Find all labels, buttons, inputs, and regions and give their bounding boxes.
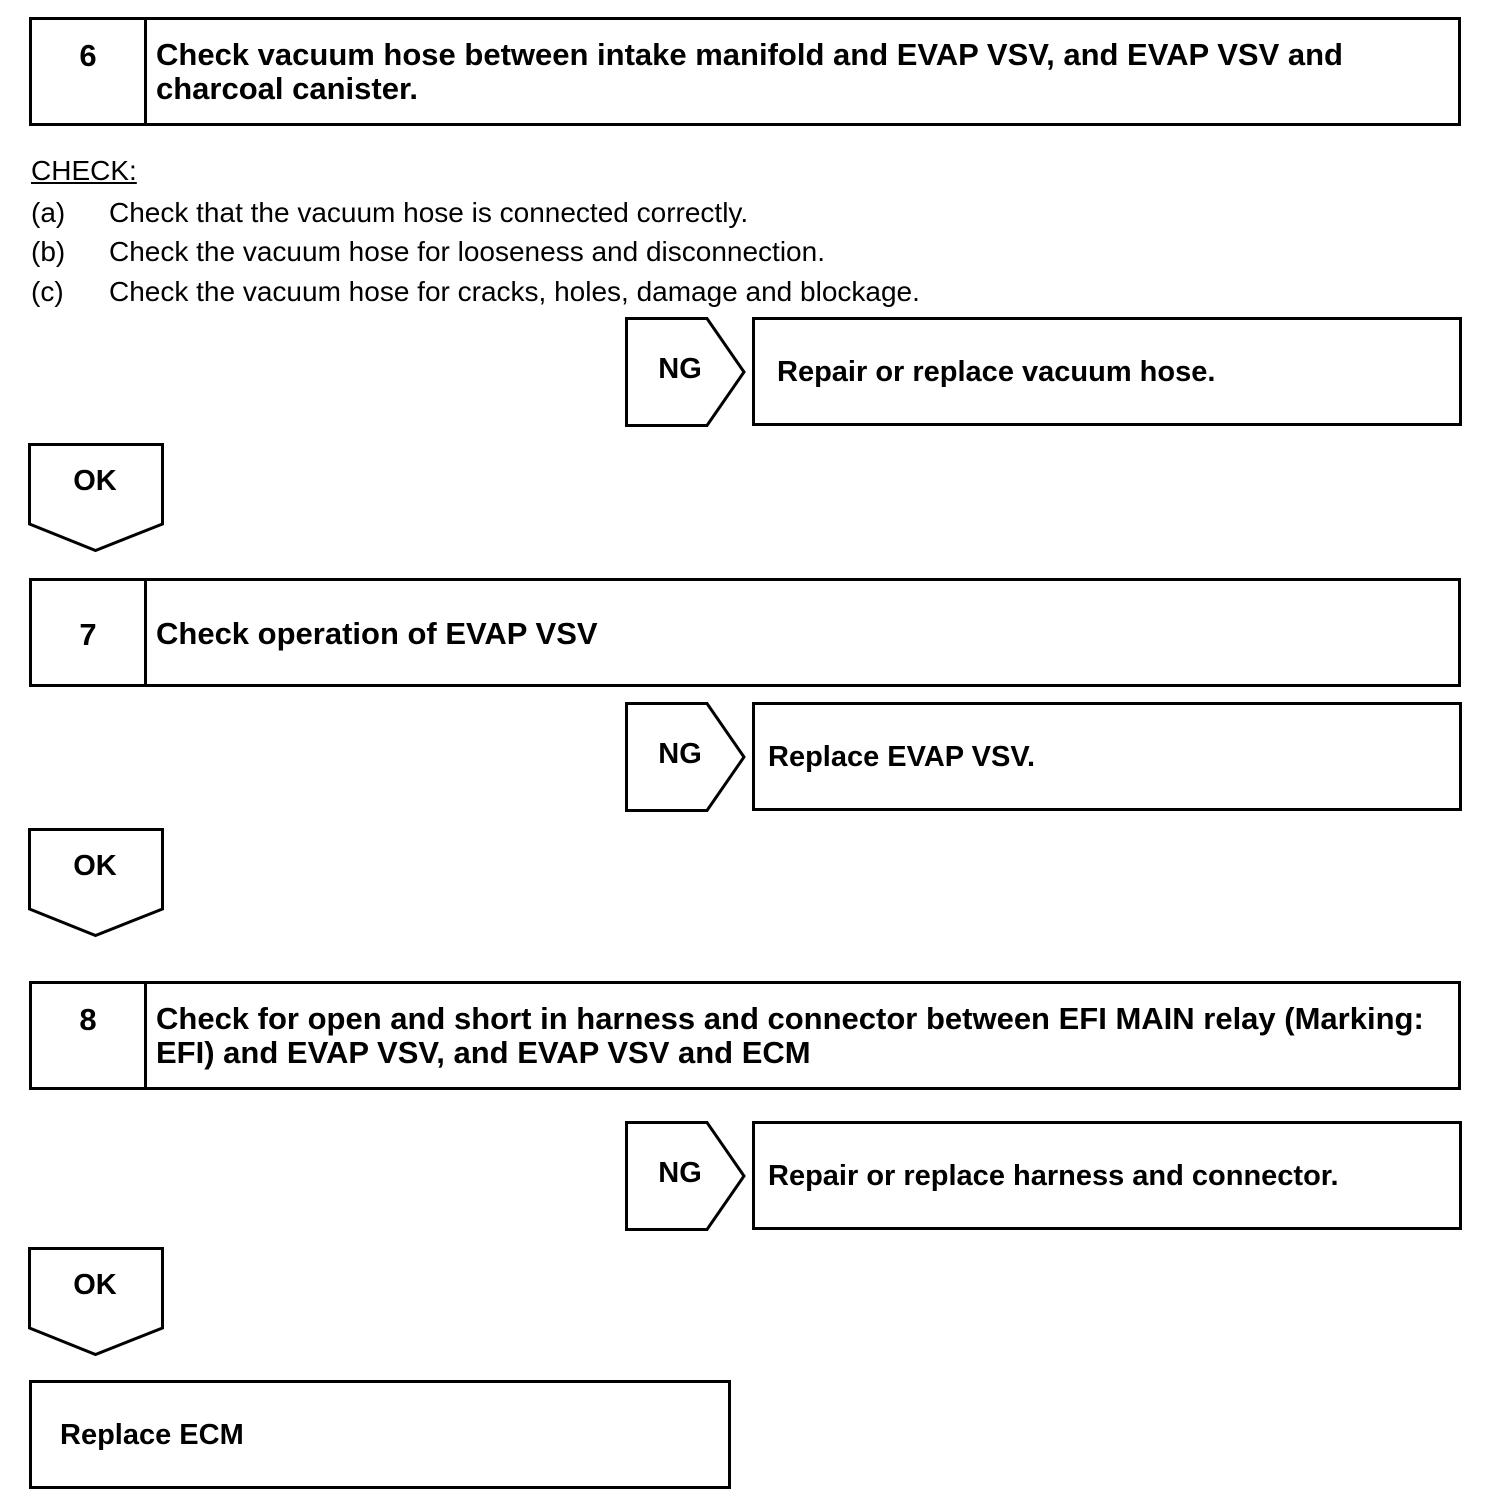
ok-label: OK	[73, 1269, 117, 1301]
ng-result-text: Replace EVAP VSV.	[768, 741, 1036, 773]
step-title: Check vacuum hose between intake manifold and EVAP VSV, and EVAP VSV and charcoal canister.	[156, 37, 1343, 106]
check-item-label: (a)	[31, 197, 66, 228]
ok-arrow-shape	[28, 828, 164, 938]
final-action-text: Replace ECM	[60, 1419, 244, 1451]
check-item	[31, 197, 748, 229]
step-number: 8	[32, 984, 147, 1087]
ok-label: OK	[73, 465, 117, 497]
ng-label: NG	[658, 353, 702, 385]
ng-label: NG	[658, 738, 702, 770]
check-item-label: (b)	[31, 236, 66, 267]
ok-arrow-shape	[28, 443, 164, 553]
ng-result-box	[752, 1121, 1462, 1230]
step-number: 7	[32, 581, 147, 684]
ng-result-text: Repair or replace vacuum hose.	[777, 356, 1216, 388]
check-item	[31, 276, 920, 308]
check-item-text: Check the vacuum hose for cracks, holes, damage and blockage.	[109, 276, 920, 307]
ng-arrow	[625, 702, 747, 812]
step-7-box	[29, 578, 1461, 687]
ng-result-box	[752, 702, 1462, 811]
ok-arrow-shape	[28, 1247, 164, 1357]
ok-label: OK	[73, 850, 117, 882]
check-item-text: Check that the vacuum hose is connected correctly.	[109, 197, 749, 228]
step-6-box	[29, 17, 1461, 126]
step-title: Check operation of EVAP VSV	[156, 616, 598, 651]
check-item-text: Check the vacuum hose for looseness and disconnection.	[109, 236, 825, 267]
step-8-box	[29, 981, 1461, 1090]
ng-arrow	[625, 1121, 747, 1231]
ng-result-box	[752, 317, 1462, 426]
check-item	[31, 236, 825, 268]
step-number: 6	[32, 20, 147, 123]
final-action-box	[29, 1380, 731, 1489]
ok-arrow	[28, 1247, 164, 1357]
ok-arrow	[28, 828, 164, 938]
check-heading: CHECK:	[31, 155, 137, 186]
ok-arrow	[28, 443, 164, 553]
check-item-label: (c)	[31, 276, 64, 307]
ng-result-text: Repair or replace harness and connector.	[768, 1160, 1339, 1192]
ng-arrow	[625, 317, 747, 427]
step-title: Check for open and short in harness and connector between EFI MAIN relay (Marking: EFI) and EVAP VSV, and EVAP VSV and ECM	[156, 1001, 1424, 1070]
ng-label: NG	[658, 1157, 702, 1189]
